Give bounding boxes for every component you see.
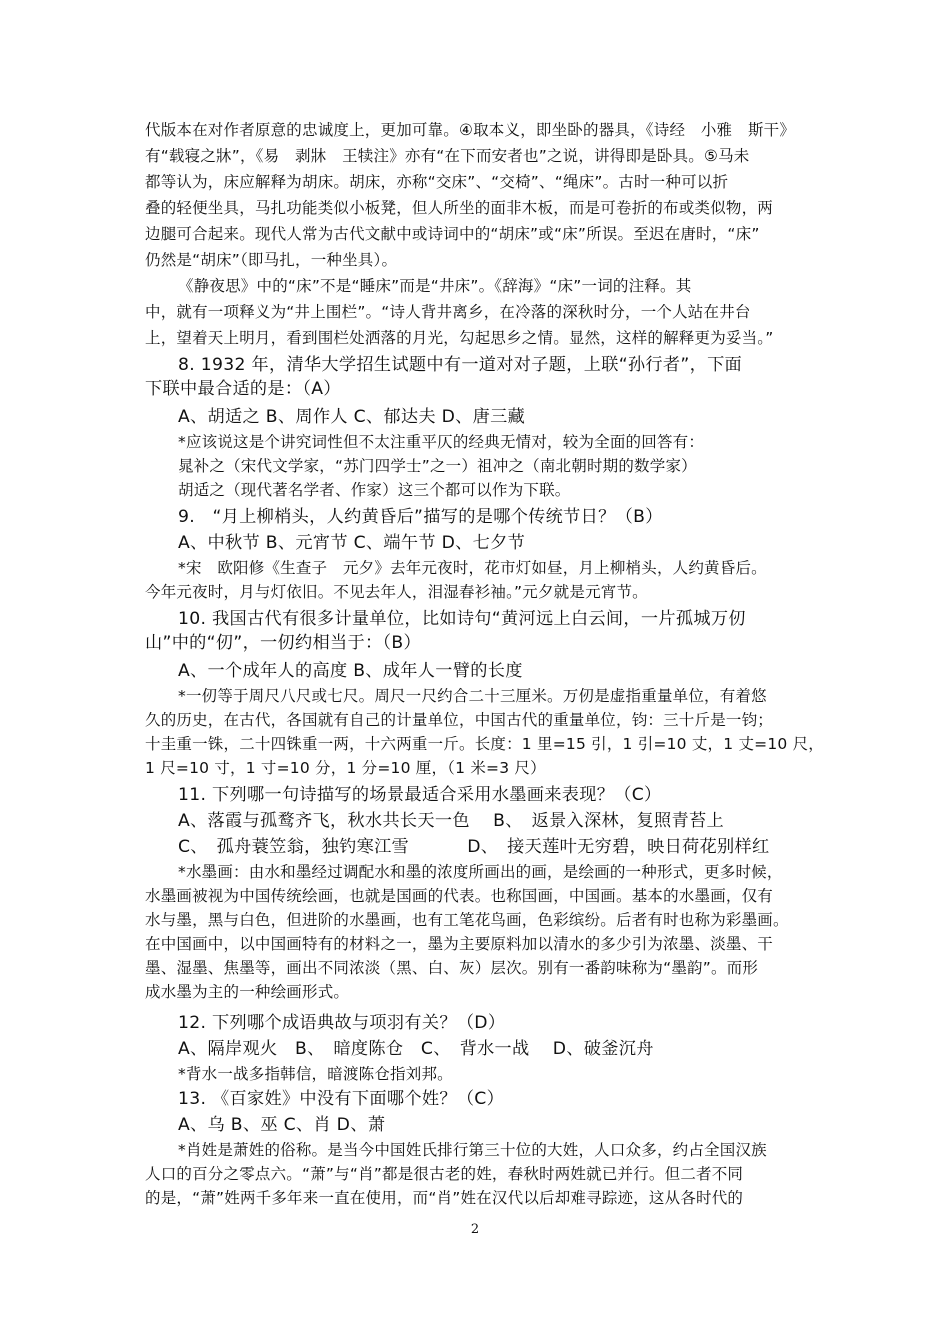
text-line: 11. 下列哪一句诗描写的场景最适合采用水墨画来表现？（C） — [178, 785, 662, 805]
text-line: *背水一战多指韩信，暗渡陈仓指刘邦。 — [178, 1065, 453, 1083]
text-line: *一仞等于周尺八尺或七尺。周尺一尺约合二十三厘米。万仞是虚指重量单位，有着悠 — [178, 687, 767, 705]
text-line: 胡适之（现代著名学者、作家）这三个都可以作为下联。 — [178, 481, 571, 499]
text-line: A、一个成年人的高度 B、成年人一臂的长度 — [178, 661, 523, 681]
text-line: 10. 我国古代有很多计量单位，比如诗句“黄河远上白云间，一片孤城万仞 — [178, 609, 746, 629]
text-line: 都等认为，床应解释为胡床。胡床，亦称“交床”、“交椅”、“绳床”。古时一种可以折 — [145, 173, 729, 191]
text-line: 《静夜思》中的“床”不是“睡床”而是“井床”。《辞海》“床”一词的注释。其 — [178, 277, 692, 295]
text-line: *应该说这是个讲究词性但不太注重平仄的经典无情对，较为全面的回答有： — [178, 433, 705, 451]
text-line: 中，就有一项释义为“井上围栏”。“诗人背井离乡，在冷落的深秋时分，一个人站在井台 — [145, 303, 751, 321]
text-line: 仍然是“胡床”（即马扎，一种坐具）。 — [145, 251, 398, 269]
text-line: *水墨画：由水和墨经过调配水和墨的浓度所画出的画，是绘画的一种形式，更多时候， — [178, 863, 783, 881]
text-line: 在中国画中，以中国画特有的材料之一，墨为主要原料加以清水的多少引为浓墨、淡墨、干 — [145, 935, 774, 953]
text-line: 12. 下列哪个成语典故与项羽有关？（D） — [178, 1013, 506, 1033]
text-line: A、胡适之 B、周作人 C、郁达夫 D、唐三藏 — [178, 407, 526, 427]
text-line: 13. 《百家姓》中没有下面哪个姓？（C） — [178, 1089, 505, 1109]
text-line: 十圭重一铢，二十四铢重一两，十六两重一斤。长度：1 里=15 引，1 引=10 丈，1 丈=10 尺， — [145, 735, 824, 753]
page-number: 2 — [470, 1222, 480, 1237]
text-line: C、 孤舟蓑笠翁，独钓寒江雪 D、 接天莲叶无穷碧，映日荷花别样红 — [178, 837, 770, 857]
text-line: 上，望着天上明月，看到围栏处洒落的月光，勾起思乡之情。显然，这样的解释更为妥当。” — [145, 329, 774, 347]
text-line: 下联中最合适的是：（A） — [145, 379, 341, 399]
text-line: 叠的轻便坐具，马扎功能类似小板凳，但人所坐的面非木板，而是可卷折的布或类似物，两 — [145, 199, 774, 217]
text-line: 晁补之（宋代文学家，“苏门四学士”之一）祖冲之（南北朝时期的数学家） — [178, 457, 697, 475]
text-line: 8. 1932 年，清华大学招生试题中有一道对对子题，上联“孙行者”，下面 — [178, 355, 743, 375]
text-line: 1 尺=10 寸，1 寸=10 分，1 分=10 厘，（1 米=3 尺） — [145, 759, 546, 777]
text-line: 边腿可合起来。现代人常为古代文献中或诗词中的“胡床”或“床”所误。至迟在唐时，“床” — [145, 225, 760, 243]
text-line: 成水墨为主的一种绘画形式。 — [145, 983, 350, 1001]
text-line: 9. “月上柳梢头，人约黄昏后”描写的是哪个传统节日？（B） — [178, 507, 663, 527]
text-line: 代版本在对作者原意的忠诚度上，更加可靠。④取本义，即坐卧的器具，《诗经 小雅 斯干》 — [145, 121, 796, 139]
text-line: 今年元夜时，月与灯依旧。不见去年人，泪湿春衫袖。”元夕就是元宵节。 — [145, 583, 648, 601]
text-line: 水与墨，黑与白色，但进阶的水墨画，也有工笔花鸟画，色彩缤纷。后者有时也称为彩墨画。 — [145, 911, 789, 929]
text-line: A、隔岸观火 B、 暗度陈仓 C、 背水一战 D、破釜沉舟 — [178, 1039, 654, 1059]
text-line: 人口的百分之零点六。“萧”与“肖”都是很古老的姓，春秋时两姓就已并行。但二者不同 — [145, 1165, 744, 1183]
text-line: *宋 欧阳修《生查子 元夕》去年元夜时，花市灯如昼，月上柳梢头，人约黄昏后。 — [178, 559, 767, 577]
text-line: A、落霞与孤鹜齐飞，秋水共长天一色 B、 返景入深林，复照青苔上 — [178, 811, 724, 831]
text-line: 的是，“萧”姓两千多年来一直在使用，而“肖”姓在汉代以后却难寻踪迹，这从各时代的 — [145, 1189, 744, 1207]
text-line: A、中秋节 B、元宵节 C、端午节 D、七夕节 — [178, 533, 526, 553]
text-line: 墨、湿墨、焦墨等，画出不同浓淡（黑、白、灰）层次。别有一番韵味称为“墨韵”。而形 — [145, 959, 759, 977]
text-line: 久的历史，在古代，各国就有自己的计量单位，中国古代的重量单位，钧：三十斤是一钧； — [145, 711, 774, 729]
text-line: 水墨画被视为中国传统绘画，也就是国画的代表。也称国画，中国画。基本的水墨画，仅有 — [145, 887, 774, 905]
text-line: 山”中的“仞”，一仞约相当于：（B） — [145, 633, 421, 653]
text-line: 有“载寝之牀”，《易 剥牀 王犊注》亦有“在下而安者也”之说，讲得即是卧具。⑤马未 — [145, 147, 750, 165]
text-line: A、乌 B、巫 C、肖 D、萧 — [178, 1115, 386, 1135]
text-line: *肖姓是萧姓的俗称。是当今中国姓氏排行第三十位的大姓，人口众多，约占全国汉族 — [178, 1141, 767, 1159]
